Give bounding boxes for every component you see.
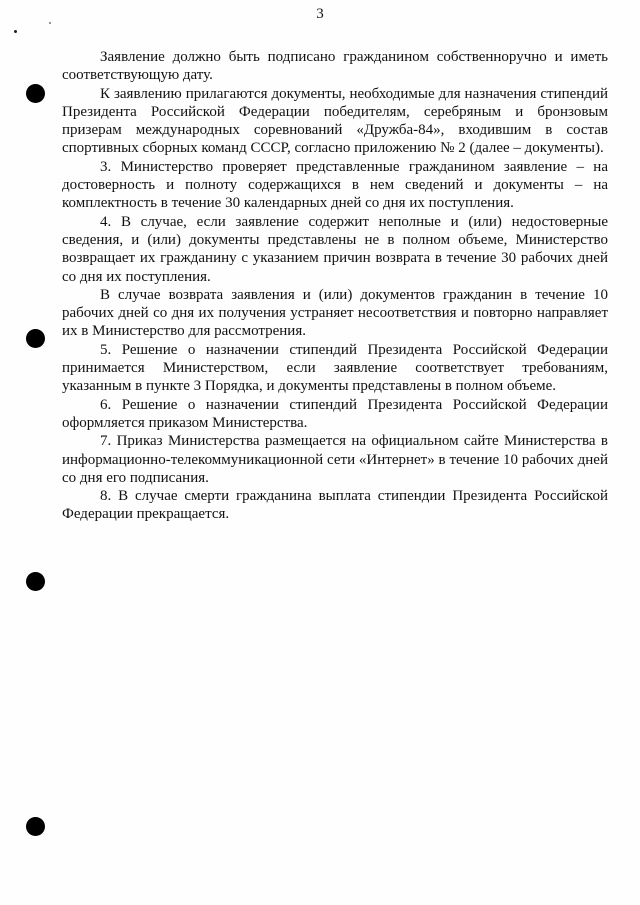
paragraph-item-3: 3. Министерство проверяет представленные гражданином заявление – на достоверность и полноту содержащихся в нем сведений и документы – на комплектность в течение 30 календарных дней со дня их поступления. [62, 158, 608, 212]
paragraph-item-4: 4. В случае, если заявление содержит неполные и (или) недостоверные сведения, и (или) документы представлены не в полном объеме, Министерство возвращает их гражданину с указанием причин возврата в течение 30 рабочих дней со дня их поступления. [62, 213, 608, 285]
scan-speck [49, 22, 51, 24]
paragraph-attached-documents: К заявлению прилагаются документы, необходимые для назначения стипендий Президента Российской Федерации победителям, серебряным и бронзовым призерам международных соревнований «Дружба-84», входившим в состав спортивных сборных команд СССР, согласно приложению № 2 (далее – документы). [62, 85, 608, 157]
paragraph-item-8: 8. В случае смерти гражданина выплата стипендии Президента Российской Федерации прекращается. [62, 488, 608, 523]
punch-hole-mark [26, 572, 45, 591]
punch-hole-mark [26, 817, 45, 836]
scan-speck [14, 30, 17, 33]
paragraph-item-7: 7. Приказ Министерства размещается на официальном сайте Министерства в информационно-телекоммуникационной сети «Интернет» в течение 10 рабочих дней со дня его подписания. [62, 433, 608, 486]
punch-hole-mark [26, 84, 45, 103]
paragraph-signature-requirement: Заявление должно быть подписано гражданином собственноручно и иметь соответствующую дату. [62, 49, 608, 84]
paragraph-item-6: 6. Решение о назначении стипендий Президента Российской Федерации оформляется приказом Министерства. [62, 396, 608, 431]
paragraph-return-case: В случае возврата заявления и (или) документов гражданин в течение 10 рабочих дней со дня их получения устраняет несоответствия и повторно направляет их в Министерство для рассмотрения. [62, 286, 608, 340]
page-number: 3 [316, 6, 324, 22]
paragraph-item-5: 5. Решение о назначении стипендий Президента Российской Федерации принимается Министерством, если заявление соответствует требованиям, указанным в пункте 3 Порядка, и документы представлены в полном объеме. [62, 341, 608, 395]
document-body [62, 48, 608, 524]
punch-hole-mark [26, 329, 45, 348]
